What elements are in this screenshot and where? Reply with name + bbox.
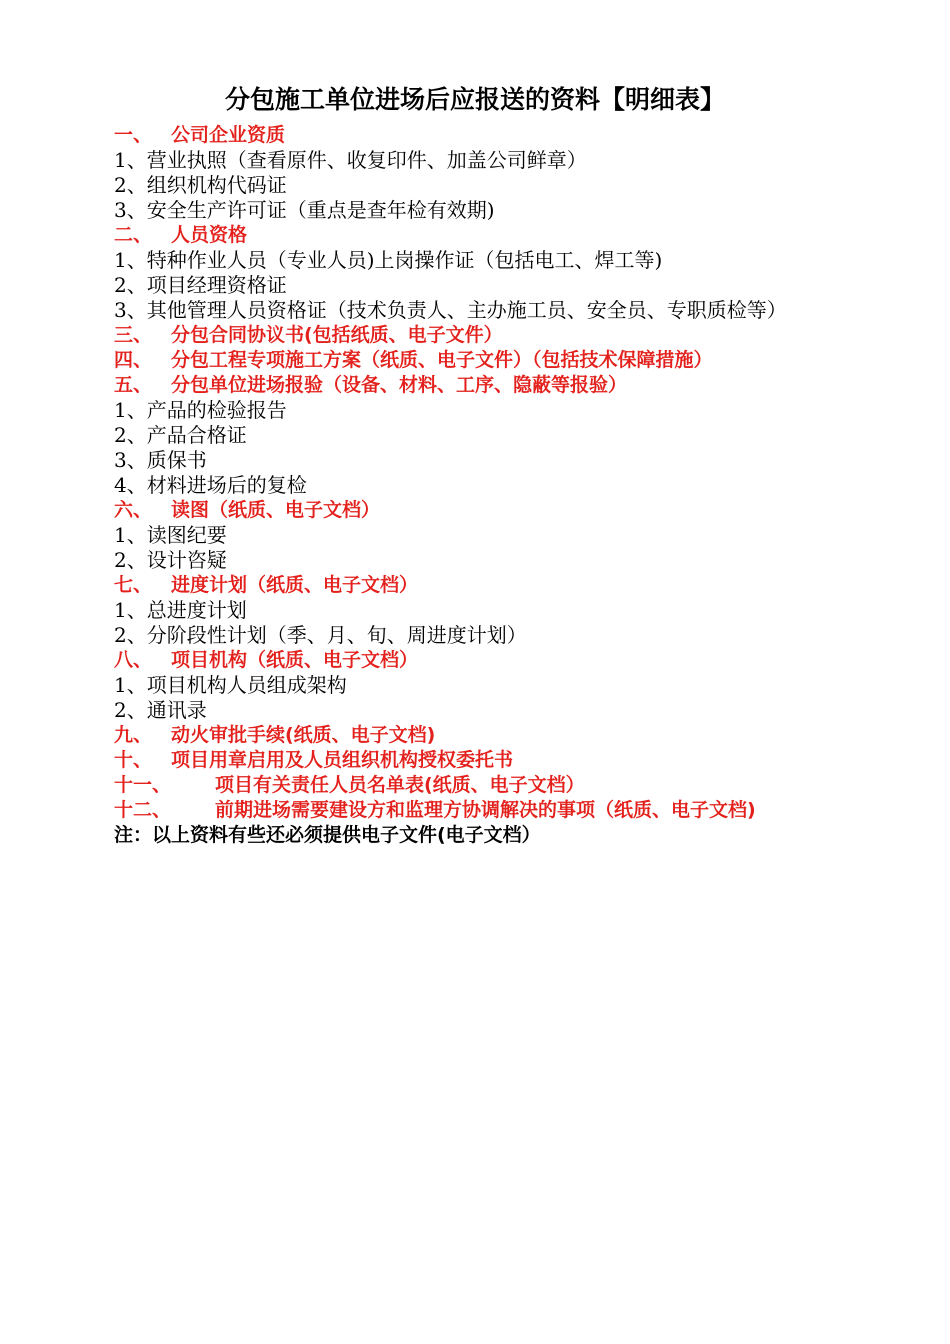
list-item: 1、总进度计划 [114,598,247,622]
list-item: 4、材料进场后的复检 [114,473,307,497]
list-item: 2、分阶段性计划（季、月、旬、周进度计划） [114,623,527,647]
section-number: 二、 [114,224,153,246]
section-number: 四、 [114,349,153,371]
section-number: 十、 [114,749,153,771]
document-body [114,123,944,848]
list-item: 2、设计咨疑 [114,548,227,572]
section-heading [114,573,944,598]
document-title: 分包施工单位进场后应报送的资料【明细表】 [224,85,725,114]
section-number: 八、 [114,649,153,671]
list-item: 1、营业执照（查看原件、收复印件、加盖公司鲜章） [114,148,587,172]
section-heading [114,773,944,798]
section-title: 进度计划（纸质、电子文档） [171,574,419,596]
list-item: 3、质保书 [114,448,207,472]
section-heading [114,798,944,823]
footnote: 注：以上资料有些还必须提供电子文件(电子文档） [114,824,541,846]
list-item: 2、组织机构代码证 [114,173,287,197]
section-number: 六、 [114,499,153,521]
list-item: 1、项目机构人员组成架构 [114,673,347,697]
section-heading [114,373,944,398]
list-item: 2、通讯录 [114,698,207,722]
section-number: 十二、 [114,799,172,821]
section-title: 公司企业资质 [171,124,286,146]
section-number: 七、 [114,574,153,596]
section-title: 动火审批手续(纸质、电子文档) [171,724,436,746]
list-item: 1、产品的检验报告 [114,398,287,422]
section-number: 十一、 [114,774,172,796]
section-number: 一、 [114,124,153,146]
list-item: 3、安全生产许可证（重点是查年检有效期) [114,198,495,222]
section-title: 项目有关责任人员名单表(纸质、电子文档） [215,774,585,796]
list-item: 1、特种作业人员（专业人员)上岗操作证（包括电工、焊工等) [114,248,663,272]
section-heading [114,123,944,148]
section-heading [114,323,944,348]
section-number: 三、 [114,324,153,346]
section-title: 分包合同协议书(包括纸质、电子文件） [171,324,503,346]
section-heading [114,348,944,373]
section-title: 项目用章启用及人员组织机构授权委托书 [171,749,514,771]
section-number: 五、 [114,374,153,396]
section-title: 分包工程专项施工方案（纸质、电子文件）（包括技术保障措施） [171,349,713,371]
section-heading [114,498,944,523]
section-heading [114,748,944,773]
list-item: 2、项目经理资格证 [114,273,287,297]
list-item: 3、其他管理人员资格证（技术负责人、主办施工员、安全员、专职质检等） [114,298,787,322]
section-title: 人员资格 [171,224,248,246]
section-heading [114,223,944,248]
section-title: 读图（纸质、电子文档） [171,499,381,521]
section-title: 项目机构（纸质、电子文档） [171,649,419,671]
list-item: 2、产品合格证 [114,423,247,447]
list-item: 1、读图纪要 [114,523,227,547]
section-title: 前期进场需要建设方和监理方协调解决的事项（纸质、电子文档) [215,799,756,821]
section-title: 分包单位进场报验（设备、材料、工序、隐蔽等报验） [171,374,628,396]
section-heading [114,648,944,673]
section-heading [114,723,944,748]
section-number: 九、 [114,724,153,746]
